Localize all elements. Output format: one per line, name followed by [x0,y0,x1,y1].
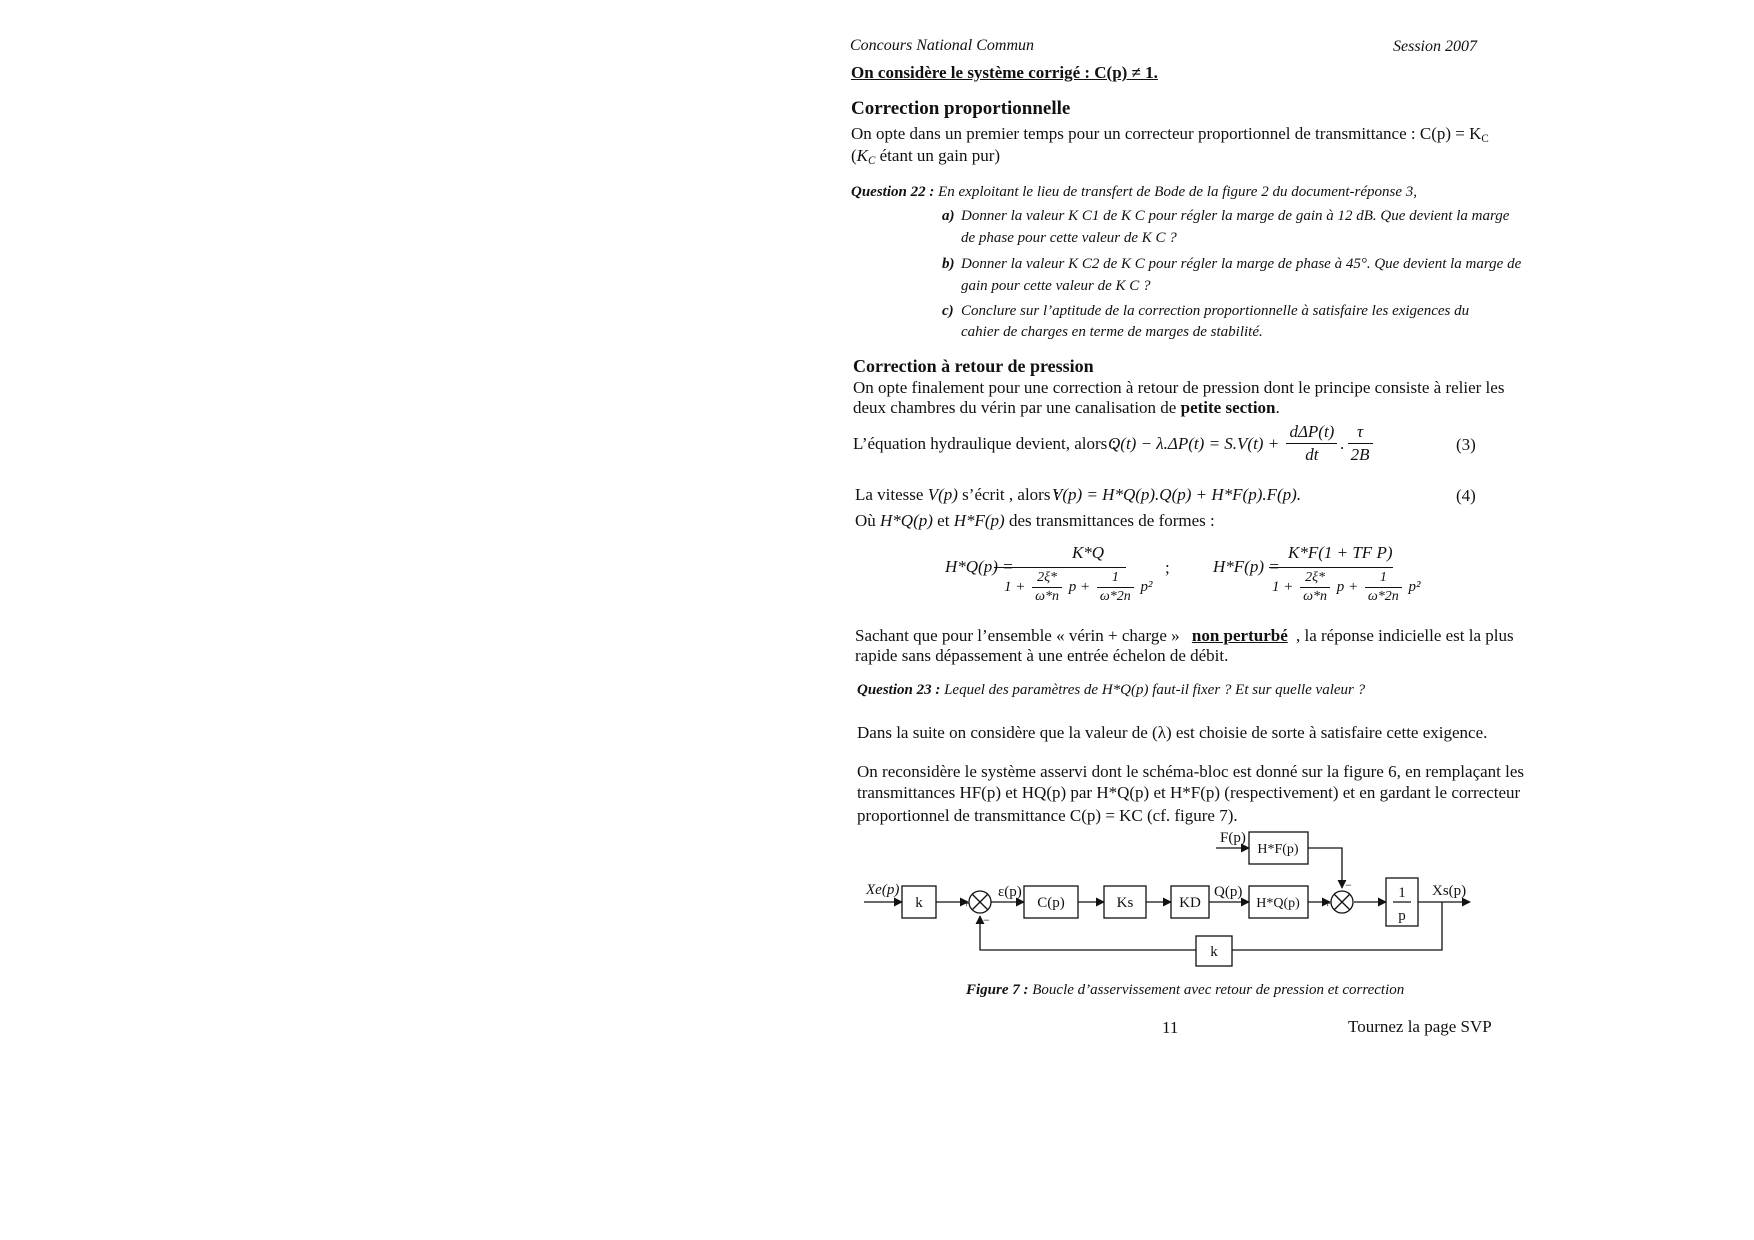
block-correcteur: C(p) [1037,895,1065,911]
hq-den-wn: ω*n [1035,589,1060,604]
hf-den-p2: p² [1408,579,1421,595]
question-23-h: H*Q(p) [1101,682,1149,698]
where-line [855,511,1215,531]
recons-line3: proportionnel de transmittance C(p) = KC (cf. figure 7). [857,806,1238,825]
header-left: Concours National Commun [850,37,1035,54]
footer-right: Tournez la page SVP [1348,1017,1492,1036]
hf-lhs: H*F(p) = [1213,557,1280,576]
eq3-den2: 2B [1350,445,1370,464]
q22-c-line1: Conclure sur l’aptitude de la correction proportionnelle à satisfaire les exigences du [961,303,1470,319]
hq-den-p: p + [1068,579,1091,595]
hq-denominator [1004,570,1153,605]
q22-c-line2: cahier de charges en terme de marges de stabilité. [961,324,1263,340]
figure-caption [966,982,1404,999]
header-right: Session 2007 [1393,38,1477,55]
question-23-label: Question 23 : [857,682,941,698]
hq-fraction-bar [994,567,1126,568]
where-b: et [932,511,954,530]
hf-den-1plus: 1 + [1272,579,1294,595]
kc-rest: étant un gain pur) [875,146,1001,165]
eq4-expression: V(p) = H*Q(p).Q(p) + H*F(p).F(p). [1052,485,1302,504]
section-pressure-para-1: On opte finalement pour une correction à retour de pression dont le principe consiste à relier les [853,378,1505,397]
q22-a-label [942,208,955,225]
hq-den-1: 1 [1097,570,1134,588]
kc-sub: C [868,154,876,167]
sachant-line2: rapide sans dépassement à une entrée échelon de débit. [855,646,1229,665]
integrator-den: p [1398,908,1406,924]
suite-text: Dans la suite on considère que la valeur de (λ) est choisie de sorte à satisfaire cette exigence. [857,723,1488,742]
intro-title: On considère le système corrigé : C(p) ≠ 1. [851,63,1158,82]
where-c: des transmittances de formes : [1004,511,1215,530]
caption-label: Figure 7 : [966,982,1029,998]
eq3-lhs: Q(t) − λ.ΔP(t) = S.V(t) + [1108,433,1280,453]
sachant-c: , la réponse indicielle est la plus [1296,626,1514,645]
caption-text: Boucle d’asservissement avec retour de pression et correction [1032,982,1405,998]
q22-a-line2: de phase pour cette valeur de K C ? [961,230,1177,246]
question-23-text-b: faut-il fixer ? Et sur quelle valeur ? [1148,682,1366,698]
hq-numerator: K*Q [1071,543,1105,562]
recons-line2: transmittances HF(p) et HQ(p) par H*Q(p) et H*F(p) (respectivement) et en gardant le correcteur [857,783,1521,802]
diagram-output-label: Xs(p) [1432,883,1467,899]
hq-den-frac1 [1032,570,1062,605]
sachant-line1 [855,626,1514,646]
hq-den-2xi: 2ξ* [1032,570,1062,588]
q22-b-marker: b) [942,256,955,272]
question-22 [851,184,1417,201]
question-22-label: Question 22 : [851,184,935,200]
epsilon-label: ε(p) [998,884,1022,900]
hf-den-wn2: ω*2n [1367,589,1399,604]
block-hf: H*F(p) [1257,842,1299,857]
hf-denominator [1272,570,1421,605]
eq3-expression: Q(t) − λ.ΔP(t) = S.V(t) + $\frac{\text{dΔP(t)}}{dt}$ . $\frac{\tau}{2B}$ [1108,422,1376,465]
q-label: Q(p) [1214,884,1243,900]
hq-den-p2: p² [1140,579,1153,595]
eq4-label-v: V(p) [927,485,958,504]
block-k-feedback: k [1210,944,1218,960]
eq4-label-a: La vitesse [855,485,928,504]
eq3-label: L’équation hydraulique devient, alors : [853,434,1117,453]
eq3-number: (3) [1456,435,1476,454]
eq4-label [855,485,1059,505]
q22-c-marker: c) [942,303,954,319]
page-number: 11 [1162,1018,1179,1037]
eq4-label-b: s’écrit , alors : [957,485,1060,504]
f-label: F(p) [1220,830,1246,846]
para2-c: . [1275,398,1280,417]
hf-den-frac2 [1365,570,1402,605]
recons-line1: On reconsidère le système asservi dont le schéma-bloc est donné sur la figure 6, en remplaçant les [857,762,1525,781]
sum1-plus: + [963,896,970,910]
section-pressure-title: Correction à retour de pression [853,356,1094,376]
hq-den-1plus: 1 + [1004,579,1026,595]
question-23 [857,682,1365,699]
where-a: Où [855,511,881,530]
para-line1-sub: C [1481,132,1489,145]
hf-den-p: p + [1336,579,1359,595]
hq-lhs: H*Q(p) = [945,557,1014,576]
q22-b-line2: gain pour cette valeur de K C ? [961,278,1151,294]
q22-b-label [942,256,955,273]
hf-numerator: K*F(1 + TF P) [1288,543,1393,562]
eq3-frac2 [1348,422,1373,465]
section-proportional-para [851,124,1489,145]
question-22-text: En exploitant le lieu de transfert de Bode de la figure 2 du document-réponse 3, [938,184,1418,200]
section-pressure-para-2 [853,398,1280,418]
hf-den-2xi: 2ξ* [1300,570,1330,588]
q22-a-marker: a) [942,208,955,224]
q22-a-line1: Donner la valeur K C1 de K C pour régler la marge de gain à 12 dB. Que devient la marge [961,208,1510,224]
block-kd: KD [1179,895,1201,911]
diagram-input-label: Xe(p) [866,882,900,898]
eq3-frac1 [1286,422,1337,465]
hf-fraction-bar [1269,567,1393,568]
eq3-den1: dt [1305,445,1319,464]
question-23-text-a: Lequel des paramètres de [944,682,1102,698]
sum2-minus: − [1345,878,1352,892]
para-line1: On opte dans un premier temps pour un correcteur proportionnel de transmittance : C(p) = K [851,124,1482,143]
sum1-minus: − [983,913,990,927]
hf-den-frac1 [1300,570,1330,605]
block-diagram [858,826,1478,976]
tf-separator: ; [1165,558,1170,577]
section-proportional-title: Correction proportionnelle [851,98,1071,119]
q22-b-line1: Donner la valeur K C2 de K C pour régler la marge de phase à 45°. Que devient la marge de [961,256,1522,272]
hf-den-1: 1 [1365,570,1402,588]
kc-symbol: K [856,146,869,165]
sachant-a: Sachant que pour l’ensemble « vérin + charge » [855,626,1180,645]
hq-den-frac2 [1097,570,1134,605]
integrator-num: 1 [1398,885,1406,901]
block-ks: Ks [1116,895,1134,911]
sum2-plus: + [1324,896,1331,910]
para2-b: petite section [1180,398,1276,417]
where-hq: H*Q(p) [880,511,933,530]
where-hf: H*F(p) [953,511,1005,530]
hq-den-wn2: ω*2n [1099,589,1131,604]
section-proportional-para-2: ($K_C$ étant un gain pur) [851,146,1001,167]
hf-den-wn: ω*n [1303,589,1328,604]
eq3-num1: dΔP(t) [1286,422,1337,444]
block-k-forward: k [915,895,923,911]
sachant-b: non perturbé [1191,626,1288,645]
block-hq: H*Q(p) [1256,896,1300,911]
q22-c-label [942,303,954,320]
eq4-number: (4) [1456,486,1476,505]
eq3-num2: τ [1348,422,1373,444]
para2-a: deux chambres du vérin par une canalisation de [853,398,1181,417]
